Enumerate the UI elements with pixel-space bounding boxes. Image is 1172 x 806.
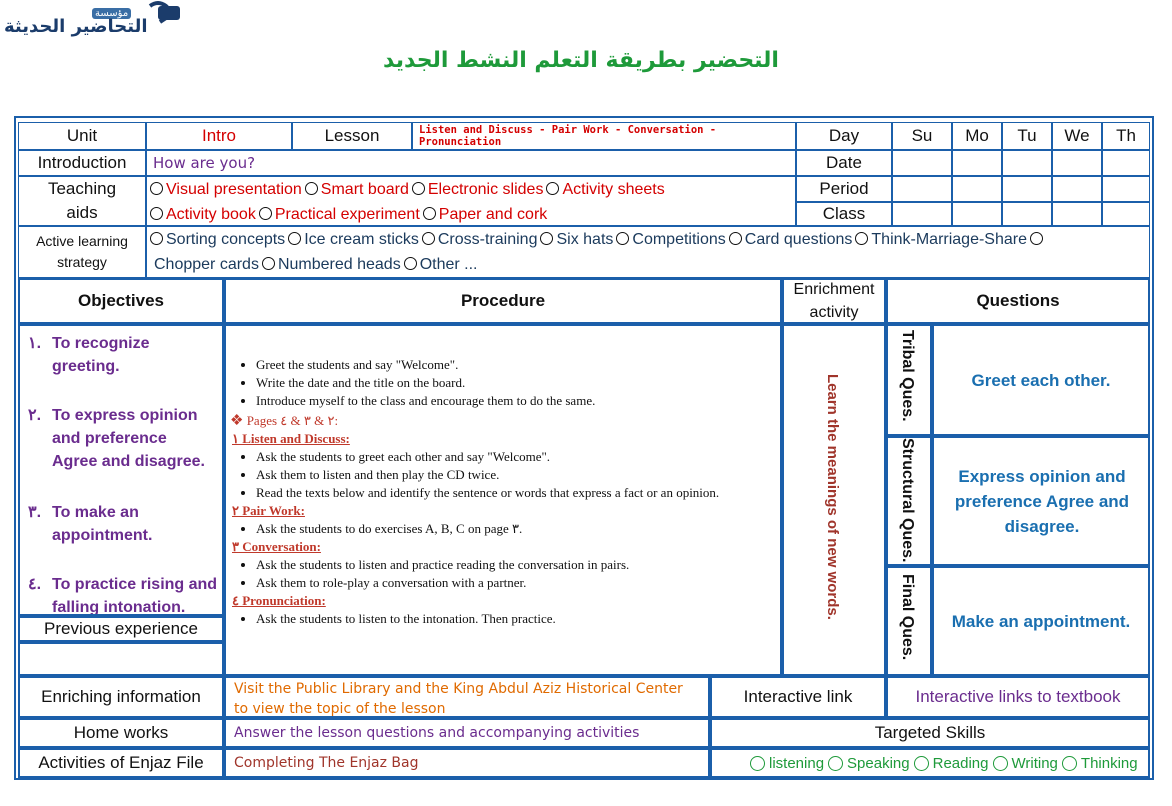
checkbox-circle-icon[interactable] [729,232,742,245]
unit-label: Unit [18,122,146,150]
objective-text: appointment. [52,527,153,544]
strategy-option: Competitions [632,231,726,248]
enrichment-header-line1: Enrichment [793,281,875,299]
objective-item [28,573,217,616]
procedure-bullet: • Ask them to role-play a conversation with a partner. [256,574,775,592]
diamond-bullet-icon: ❖ [230,413,244,429]
checkbox-circle-icon[interactable] [150,182,163,195]
logo-text: التحاضير الحديثة [4,16,148,37]
procedure-bullet: • Write the date and the title on the board. [256,374,775,392]
checkbox-circle-icon[interactable] [288,232,301,245]
page-title: التحضير بطريقة التعلم النشط الجديد [383,48,779,73]
objective-text: greeting. [52,358,120,375]
day-th: Th [1102,122,1150,150]
targeted-skills-options [710,748,1150,778]
day-we: We [1052,122,1102,150]
date-cell [1052,150,1102,176]
teaching-aids-label [18,176,146,226]
checkbox-circle-icon[interactable] [422,232,435,245]
skill-option: Writing [1011,754,1058,772]
class-cell [1002,202,1052,226]
objective-text: To express opinion [52,407,198,424]
question-cell [932,324,1150,436]
procedure-header: Procedure [224,278,782,324]
interactive-link-value[interactable]: Interactive links to textbook [886,676,1150,718]
previous-experience-label: Previous experience [18,616,224,642]
question-cell [932,436,1150,566]
teaching-aids-options [146,176,796,226]
strategy-option: Card questions [744,231,853,248]
enrichment-header [782,278,886,324]
pages-text: Pages ٢ & ٣ & ٤: [246,413,339,428]
objective-text: Agree and disagree. [52,453,205,470]
question-type: Tribal Ques. [899,330,916,422]
lesson-value: Listen and Discuss - Pair Work - Conversation - Pronunciation [412,122,796,150]
question-cell [932,566,1150,676]
introduction-value: How are you? [146,150,796,176]
checkbox-circle-icon[interactable] [305,182,318,195]
strategy-option: Numbered heads [277,256,401,273]
skill-circle-icon[interactable] [1062,756,1077,771]
skill-option: Reading [932,754,989,772]
checkbox-circle-icon[interactable] [150,232,163,245]
day-label: Day [796,122,892,150]
previous-experience-cell [18,642,224,676]
objectives-header: Objectives [18,278,224,324]
day-tu: Tu [1002,122,1052,150]
enjaz-label: Activities of Enjaz File [18,748,224,778]
active-learning-options [146,226,1150,278]
enriching-info-label: Enriching information [18,676,224,718]
objective-item [28,404,205,473]
lesson-label: Lesson [292,122,412,150]
period-cell [952,176,1002,202]
procedure-cell [224,324,782,676]
teaching-aid-option: Activity book [166,206,256,223]
question-type-cell [886,324,932,436]
objective-text: falling intonation. [52,599,186,616]
objective-number: ٣. [28,504,42,521]
introduction-label: Introduction [18,150,146,176]
strategy-option: Think-Marriage-Share [871,231,1027,248]
enriching-info-line1: Visit the Public Library and the King Abdul Aziz Historical Center [234,681,683,697]
checkbox-circle-icon[interactable] [404,257,417,270]
skill-circle-icon[interactable] [828,756,843,771]
skill-option: Thinking [1080,754,1138,772]
enrichment-cell [782,324,886,676]
question-type-cell [886,566,932,676]
interactive-link-label: Interactive link [710,676,886,718]
skill-circle-icon[interactable] [914,756,929,771]
date-label: Date [796,150,892,176]
active-learning-label-line2: strategy [57,254,107,270]
date-cell [1002,150,1052,176]
logo [0,0,185,44]
enriching-info-line2: to view the topic of the lesson [234,701,446,717]
procedure-bullet: • Read the texts below and identify the sentence or words that express a fact or an opinion. [256,484,775,502]
checkbox-circle-icon[interactable] [259,207,272,220]
objective-text: To practice rising and [52,576,218,593]
strategy-option: Cross-training [437,231,538,248]
objective-text: To make an [52,504,139,521]
strategy-option: Six hats [556,231,614,248]
skill-option: listening [769,754,825,772]
question-text: Express opinion and preference Agree and disagree. [954,466,1130,536]
unit-value: Intro [146,122,292,150]
checkbox-circle-icon[interactable] [150,207,163,220]
logo-subtitle: مؤسسة [92,8,131,19]
checkbox-circle-icon[interactable] [412,182,425,195]
pages-line [230,412,775,430]
homework-label: Home works [18,718,224,748]
class-cell [892,202,952,226]
question-text: Greet each other. [971,370,1111,390]
enriching-info-value [224,676,710,718]
questions-header: Questions [886,278,1150,324]
period-label: Period [796,176,892,202]
procedure-bullet: • Ask the students to greet each other and say "Welcome". [256,448,775,466]
section-title: ١ Listen and Discuss: [232,431,350,446]
question-type-cell [886,436,932,566]
lesson-plan-table [14,116,1154,780]
question-type: Structural Ques. [899,438,916,563]
teaching-aid-option: Electronic slides [427,181,544,198]
section-title: ٣ Conversation: [232,539,321,554]
question-text: Make an appointment. [951,611,1131,631]
objective-number: ١. [28,335,42,352]
class-cell [1052,202,1102,226]
strategy-option: Chopper cards [154,256,259,273]
class-cell [952,202,1002,226]
procedure-bullet: • Ask the students to do exercises A, B, C on page ٣. [256,520,775,538]
checkbox-circle-icon[interactable] [540,232,553,245]
strategy-option: Other ... [419,256,478,273]
question-type: Final Ques. [899,574,916,661]
period-cell [1102,176,1150,202]
objectives-cell [18,324,224,616]
active-learning-label [18,226,146,278]
teaching-aids-label-line2: aids [66,202,98,222]
skill-circle-icon[interactable] [993,756,1008,771]
section-title: ٢ Pair Work: [232,503,305,518]
section-title: ٤ Pronunciation: [232,593,326,608]
strategy-option: Sorting concepts [166,231,286,248]
procedure-bullet: • Ask them to listen and then play the CD twice. [256,466,775,484]
objective-text: To recognize [52,335,150,352]
enjaz-value: Completing The Enjaz Bag [224,748,710,778]
enrichment-header-line2: activity [809,303,859,321]
objective-number: ٤. [28,576,42,593]
period-cell [1002,176,1052,202]
procedure-bullet: • Ask the students to listen to the intonation. Then practice. [256,610,775,628]
objective-number: ٢. [28,407,42,424]
checkbox-circle-icon[interactable] [262,257,275,270]
date-cell [1102,150,1150,176]
teaching-aid-option: Visual presentation [166,181,302,198]
teaching-aids-label-line1: Teaching [47,179,117,199]
checkbox-circle-icon[interactable] [1030,232,1043,245]
day-su: Su [892,122,952,150]
objective-text: and preference [52,430,167,447]
skill-option: Speaking [847,754,910,772]
period-cell [892,176,952,202]
teaching-aid-option: Paper and cork [438,206,548,223]
checkbox-circle-icon[interactable] [855,232,868,245]
homework-value: Answer the lesson questions and accompanying activities [224,718,710,748]
checkbox-circle-icon[interactable] [546,182,559,195]
teaching-aid-option: Activity sheets [562,181,665,198]
objective-item [28,501,152,547]
class-label: Class [796,202,892,226]
procedure-bullet: • Ask the students to listen and practice reading the conversation in pairs. [256,556,775,574]
skill-circle-icon[interactable] [750,756,765,771]
procedure-content [230,356,775,628]
checkbox-circle-icon[interactable] [423,207,436,220]
teaching-aid-option: Practical experiment [274,206,420,223]
procedure-bullet: • Greet the students and say "Welcome". [256,356,775,374]
active-learning-label-line1: Active learning [36,233,128,250]
class-cell [1102,202,1150,226]
day-mo: Mo [952,122,1002,150]
objective-item [28,332,150,378]
strategy-option: Ice cream sticks [304,231,419,248]
checkbox-circle-icon[interactable] [616,232,629,245]
date-cell [892,150,952,176]
targeted-skills-label: Targeted Skills [710,718,1150,748]
period-cell [1052,176,1102,202]
enrichment-text: Learn the meanings of new words. [824,374,841,620]
teaching-aid-option: Smart board [320,181,409,198]
date-cell [952,150,1002,176]
procedure-bullet: • Introduce myself to the class and encourage them to do the same. [256,392,775,410]
